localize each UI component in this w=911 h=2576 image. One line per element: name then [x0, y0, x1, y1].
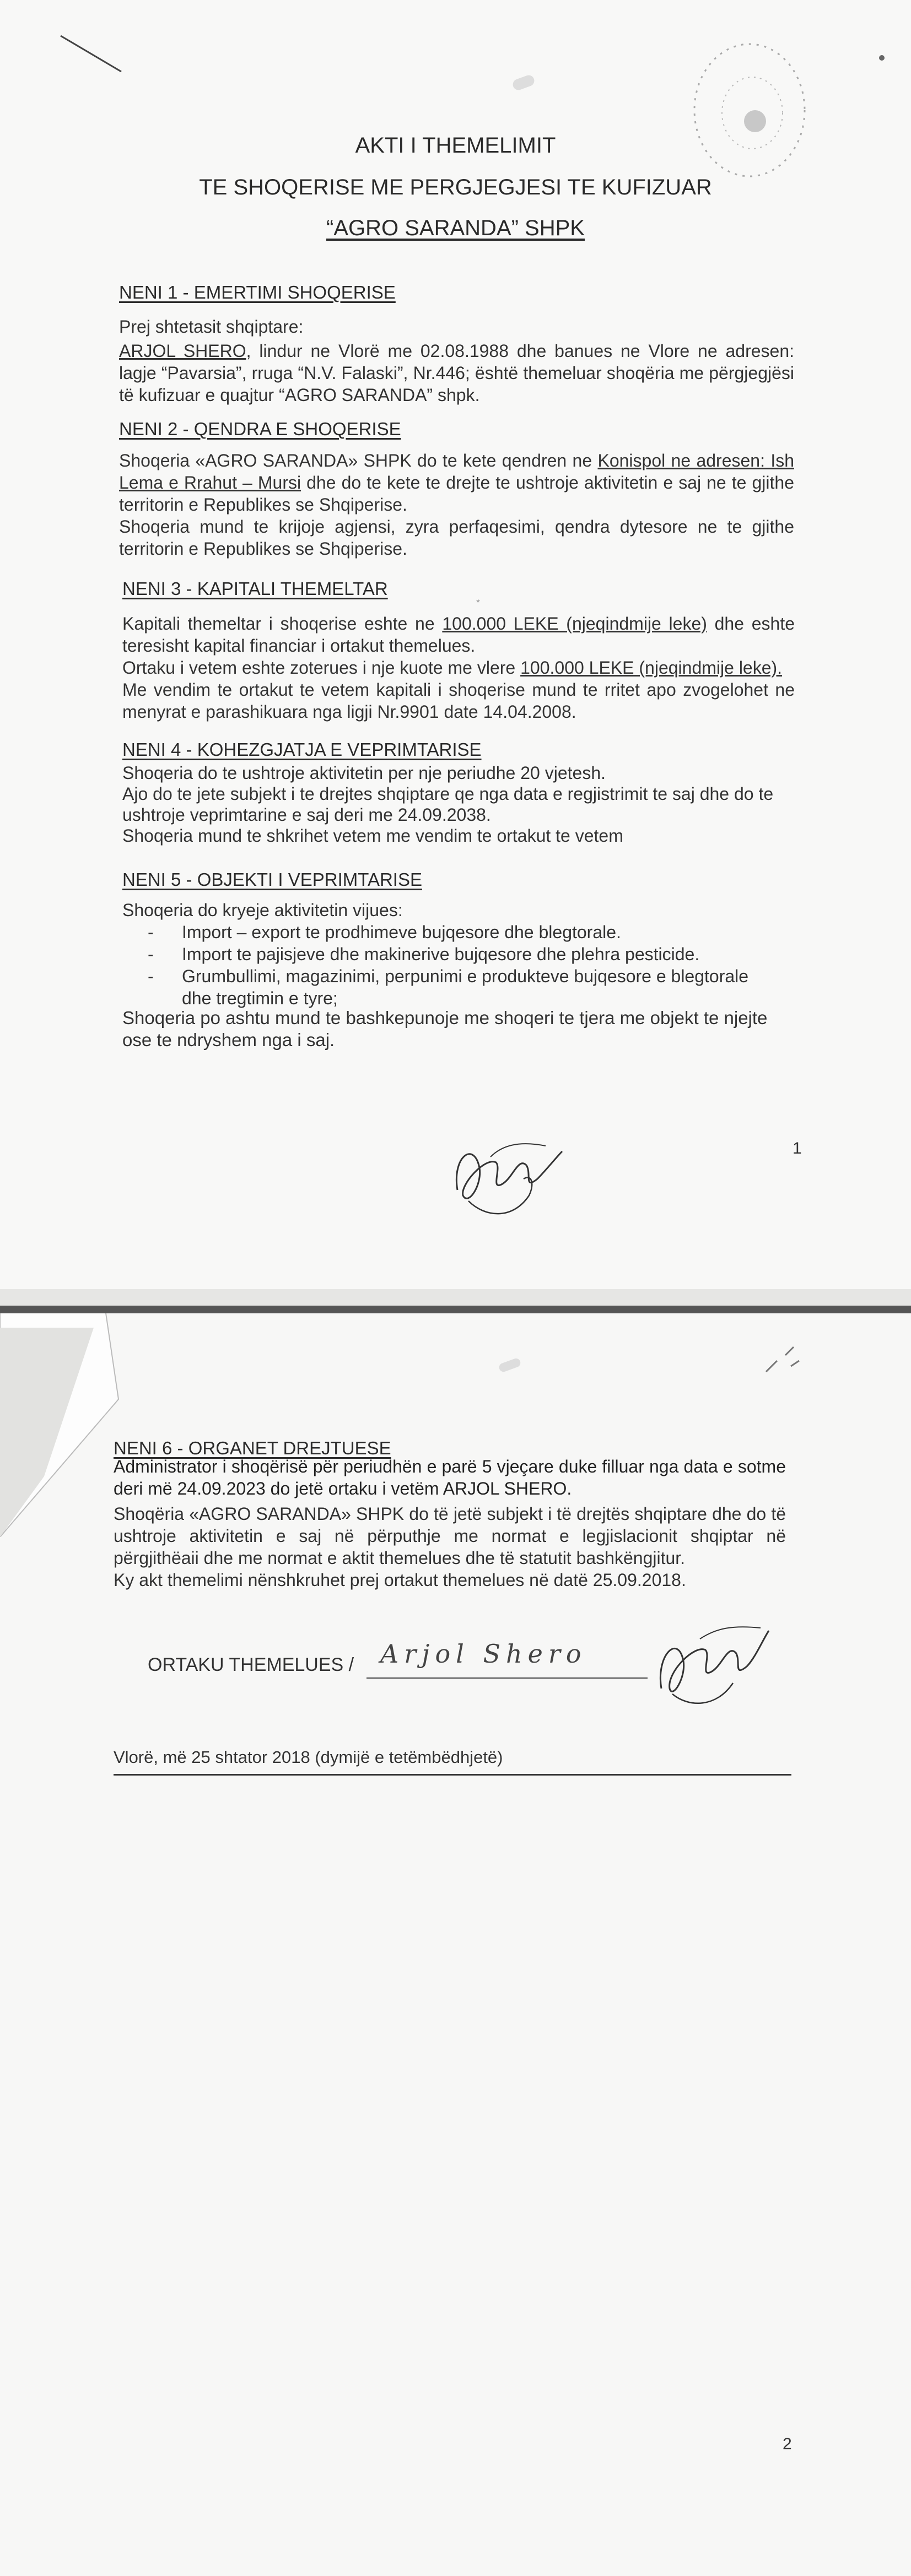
folded-corner: [0, 1306, 127, 1537]
footer-rule: [114, 1774, 791, 1776]
article-4-body: [122, 762, 795, 846]
article-5-text-end: Shoqeria po ashtu mund te bashkepunoje me shoqeri te tjera me objekt te njejte ose te ndryshem nga i saj.: [122, 1008, 768, 1050]
article-1-intro: Prej shtetasit shqiptare:: [119, 317, 304, 337]
official-stamp-icon: [683, 39, 810, 182]
signature-icon: [645, 1611, 777, 1711]
article-1-text: [119, 340, 794, 406]
list-item: - Import te pajisjeve dhe makinerive bujqesore dhe plehra pesticide.: [182, 943, 777, 965]
document-title: AKTI I THEMELIMIT: [355, 133, 556, 158]
article-5-intro: Shoqeria do kryeje aktivitetin vijues:: [122, 900, 403, 920]
article-2-text-b: dhe do te kete te drejte te ushtroje aktivitetin e saj ne te gjithe territorin e Republikes se Shqiperise.: [119, 473, 795, 515]
article-1-details: lindur ne Vlorë me 02.08.1988 dhe banues ne Vlore ne adresen: lagje “Pavarsia”, rruga “N.V. Falaski”, Nr.446; është themeluar shoqëria me përgjegjësi të kufizuar e quajtur “AGRO SARANDA” shpk.: [119, 341, 795, 405]
svg-text:*: *: [476, 597, 481, 608]
article-3-text-a2: dhe eshte teresisht kapital financiar i ortakut themelues.: [122, 614, 795, 656]
article-3-text-c: Me vendim te ortakut te vetem kapitali i shoqerise mund te rritet apo zvogelohet ne menyrat e parashikuara nga ligji Nr.9901 date 14.04.2008.: [122, 680, 795, 722]
article-4-text-b: Ajo do te jete subjekt i te drejtes shqiptare qe nga data e regjistrimit te saj dhe do te ushtroje veprimtarine e saj deri me 24.09.2038.: [122, 784, 774, 825]
article-3-heading: NENI 3 - KAPITALI THEMELTAR: [122, 578, 388, 599]
signature-line: [366, 1677, 648, 1679]
scan-mark: [474, 595, 496, 611]
scan-mark: [511, 74, 536, 91]
article-4-text-c: Shoqeria mund te shkrihet vetem me vendim te ortakut te vetem: [122, 826, 623, 846]
article-5-heading: NENI 5 - OBJEKTI I VEPRIMTARISE: [122, 869, 422, 890]
signature-icon: [435, 1124, 579, 1229]
article-3-text-a1: Kapitali themeltar i shoqerise eshte ne: [122, 614, 443, 634]
page-number: 1: [793, 1139, 802, 1157]
company-address: Konispol ne adresen: Ish Lema e Rrahut – Mursi: [119, 451, 795, 493]
article-6-heading: NENI 6 - ORGANET DREJTUESE: [114, 1438, 391, 1458]
scan-edge: [0, 1306, 911, 1313]
document-page-2: [0, 1306, 911, 2576]
capital-amount: 100.000 LEKE (njeqindmije leke): [442, 614, 707, 634]
scan-mark: [55, 28, 132, 77]
activity-list: [182, 921, 777, 1009]
quota-amount: 100.000 LEKE (njeqindmije leke).: [520, 658, 783, 678]
list-item: - Grumbullimi, magazinimi, perpunimi e produkteve bujqesore e blegtorale dhe tregtimin e tyre;: [182, 965, 777, 1009]
company-name: “AGRO SARANDA” SHPK: [326, 216, 585, 240]
article-3-text-b1: Ortaku i vetem eshte zoterues i nje kuote me vlere: [122, 658, 521, 678]
document-subtitle: TE SHOQERISE ME PERGJEGJESI TE KUFIZUAR: [199, 175, 712, 199]
article-6-body: [114, 1455, 786, 1591]
scan-mark: [761, 1339, 805, 1377]
article-2-heading: NENI 2 - QENDRA E SHOQERISE: [119, 419, 401, 439]
founder-handwritten-name: Arjol Shero: [380, 1639, 587, 1669]
article-6-text-a: Administrator i shoqërisë për periudhën e parë 5 vjeçare duke filluar nga data e sotme deri më 24.09.2023 do jetë ortaku i vetëm ARJOL SHERO.: [114, 1457, 786, 1498]
article-4-heading: NENI 4 - KOHEZGJATJA E VEPRIMTARISE: [122, 739, 482, 760]
article-6-text-b: Shoqëria «AGRO SARANDA» SHPK do të jetë subjekt i të drejtës shqiptare dhe do të ushtroje aktivitetin e saj në përputhje me normat e legjislacionit shqiptar në përgjithëaii dhe me normat e aktit themelues dhe të statutit bashkëngjitur.: [114, 1504, 786, 1568]
article-1-body: [119, 316, 794, 406]
article-4-text-a: Shoqeria do te ushtroje aktivitetin per nje periudhe 20 vjetesh.: [122, 763, 606, 783]
article-2-text-c: Shoqeria mund te krijoje agjensi, zyra perfaqesimi, qendra dytesore ne te gjithe territorin e Republikes se Shqiperise.: [119, 517, 794, 559]
page-separator: [0, 1289, 911, 1306]
scan-mark: [879, 55, 885, 61]
article-2-body: [119, 450, 794, 560]
article-1-heading: NENI 1 - EMERTIMI SHOQERISE: [119, 282, 396, 302]
article-2-text-a: Shoqeria «AGRO SARANDA» SHPK do te kete qendren ne: [119, 451, 598, 470]
place-date: Vlorë, më 25 shtator 2018 (dymijë e tetëmbëdhjetë): [114, 1747, 503, 1767]
list-item: - Import – export te prodhimeve bujqesore dhe blegtorale.: [182, 921, 777, 943]
founder-label: ORTAKU THEMELUES /: [148, 1654, 354, 1675]
scan-mark: [498, 1357, 521, 1373]
founder-name: ARJOL SHERO,: [119, 341, 251, 361]
article-6-text-c: Ky akt themelimi nënshkruhet prej ortakut themelues në datë 25.09.2018.: [114, 1570, 686, 1590]
page-number: 2: [783, 2435, 792, 2453]
article-3-body: [122, 613, 795, 723]
